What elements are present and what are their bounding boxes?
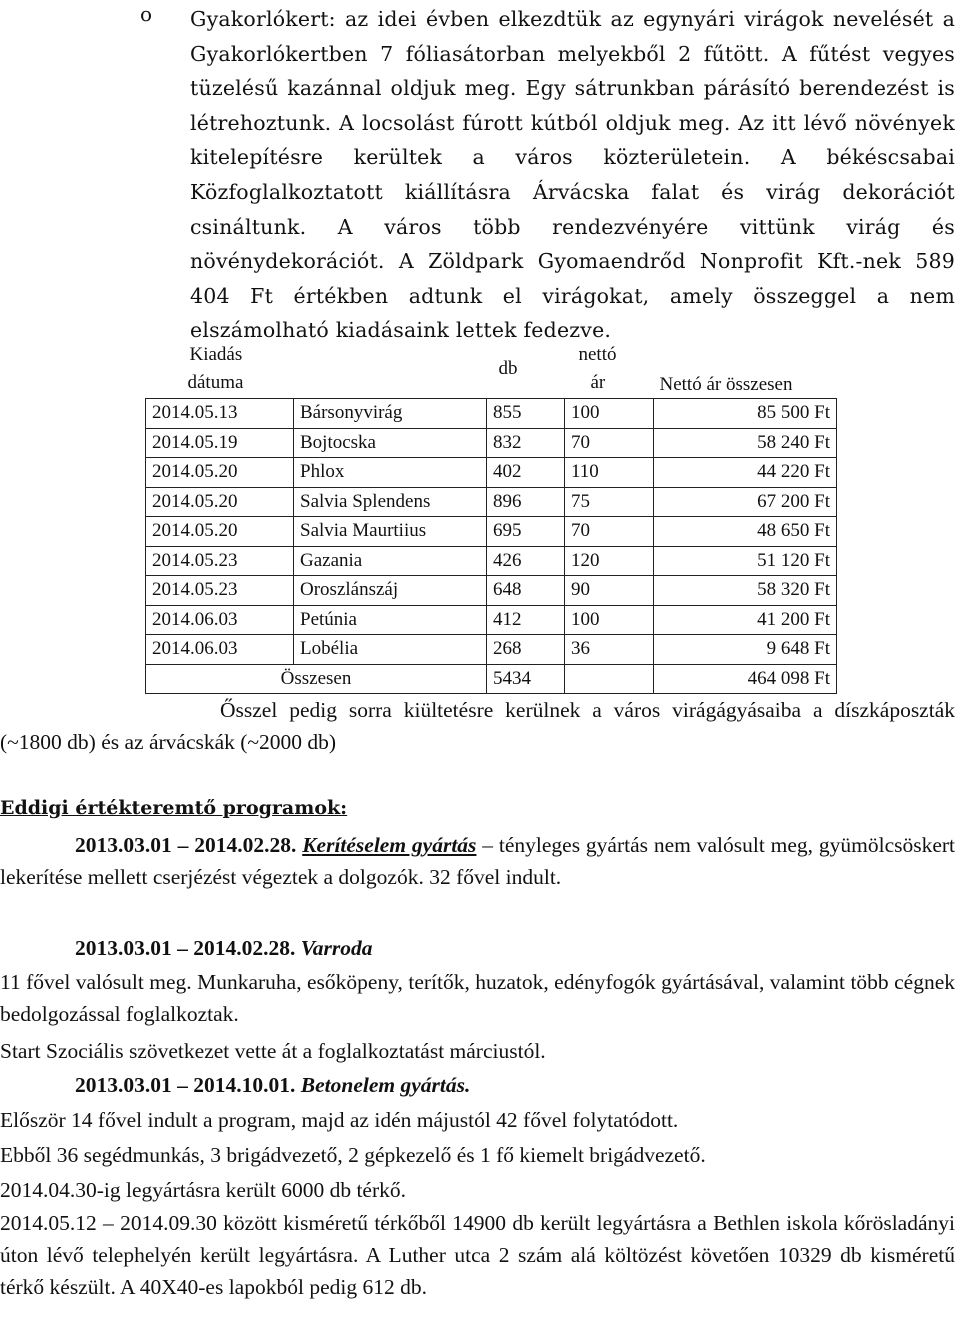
header-date [146, 340, 294, 399]
cell-name: Lobélia [294, 635, 487, 665]
cell-db: 896 [487, 487, 565, 517]
cell-db: 402 [487, 458, 565, 488]
cell-name: Salvia Maurtiius [294, 517, 487, 547]
cell-price: 75 [565, 487, 654, 517]
cell-price: 70 [565, 428, 654, 458]
cell-price: 100 [565, 399, 654, 429]
bullet-paragraph [140, 2, 955, 348]
header-name [294, 340, 487, 399]
table-row [146, 458, 837, 488]
table-row [146, 399, 837, 429]
cell-total: 58 320 Ft [654, 576, 837, 606]
cell-db: 412 [487, 605, 565, 635]
cell-date: 2014.05.20 [146, 517, 294, 547]
cell-db: 695 [487, 517, 565, 547]
cell-total: 48 650 Ft [654, 517, 837, 547]
cell-name: Petúnia [294, 605, 487, 635]
program1-title: Kerítéselem gyártás [302, 833, 477, 857]
cell-price: 36 [565, 635, 654, 665]
cell-total: 85 500 Ft [654, 399, 837, 429]
cell-date: 2014.05.20 [146, 487, 294, 517]
cell-price: 70 [565, 517, 654, 547]
cell-total: 9 648 Ft [654, 635, 837, 665]
cell-db: 426 [487, 546, 565, 576]
table-summary-row [146, 664, 837, 694]
program2-dates: 2013.03.01 – 2014.02.28. [75, 936, 296, 960]
cell-price: 90 [565, 576, 654, 606]
cell-total: 51 120 Ft [654, 546, 837, 576]
table-header-row [146, 340, 837, 399]
cell-name: Bojtocska [294, 428, 487, 458]
program3-line2: Ebből 36 segédmunkás, 3 brigádvezető, 2 gépkezelő és 1 fő kiemelt brigádvezető. [0, 1143, 706, 1167]
table-row [146, 576, 837, 606]
program3-header [0, 1069, 955, 1101]
cell-db: 648 [487, 576, 565, 606]
header-db [487, 340, 565, 399]
table-row [146, 605, 837, 635]
program3-line1: Először 14 fővel indult a program, majd az idén májustól 42 fővel folytatódott. [0, 1108, 679, 1132]
table-row [146, 635, 837, 665]
cell-total: 44 220 Ft [654, 458, 837, 488]
program3-line3: 2014.04.30-ig legyártásra került 6000 db térkő. [0, 1178, 407, 1202]
header-net-line1: nettó [578, 344, 617, 365]
cell-price: 120 [565, 546, 654, 576]
cell-price: 110 [565, 458, 654, 488]
table-row [146, 517, 837, 547]
header-net [565, 340, 654, 399]
header-net-line2: ár [590, 372, 606, 393]
program2-line1: 11 fővel valósult meg. Munkaruha, esőköpeny, terítők, huzatok, edényfogók gyártásával, valamint több cégnek bedolgozással foglalkoztak. [0, 970, 955, 1026]
cell-total: 58 240 Ft [654, 428, 837, 458]
cell-date: 2014.05.20 [146, 458, 294, 488]
table-row [146, 487, 837, 517]
cell-date: 2014.06.03 [146, 605, 294, 635]
header-db-label: db [498, 358, 518, 379]
program2-title: Varroda [300, 936, 373, 960]
program2-header [0, 932, 955, 964]
cell-name: Bársonyvirág [294, 399, 487, 429]
program3-title: Betonelem gyártás. [300, 1073, 471, 1097]
summary-total: 464 098 Ft [654, 664, 837, 694]
cell-name: Gazania [294, 546, 487, 576]
autumn-paragraph: Ősszel pedig sorra kiültetésre kerülnek a város virágágyásaiba a díszkáposzták (~1800 db) és az árvácskák (~2000 db) [0, 698, 955, 754]
table-row [146, 546, 837, 576]
summary-db: 5434 [487, 664, 565, 694]
header-total: Nettó ár összesen [654, 340, 837, 399]
table-row [146, 428, 837, 458]
cell-date: 2014.06.03 [146, 635, 294, 665]
bullet-text: Gyakorlókert: az idei évben elkezdtük az egynyári virágok nevelését a Gyakorlókertben 7 fóliasátorban melyekből 2 fűtött. A fűtést vegyes tüzelésű kazánnal oldjuk meg. Egy sátrunkban párásító berendezést is létrehoztunk. A locsolást fúrott kútból oldjuk meg. Az itt lévő növények kitelepítésre kerültek a város közterületein. A békéscsabai Közfoglalkoztatott kiállításra Árvácska falat és virág dekorációt csináltunk. A város több rendezvényére vittünk virág és növénydekorációt. A Zöldpark Gyomaendrőd Nonprofit Kft.-nek 589 404 Ft értékben adtunk el virágokat, amely összeggel a nem elszámolható kiadásaink lettek fedezve. [190, 7, 955, 343]
cell-price: 100 [565, 605, 654, 635]
cell-name: Phlox [294, 458, 487, 488]
bullet-marker: o [140, 2, 153, 26]
program2-line2: Start Szociális szövetkezet vette át a foglalkoztatást márciustól. [0, 1039, 546, 1063]
cell-date: 2014.05.19 [146, 428, 294, 458]
expense-table [145, 340, 837, 694]
program1-paragraph [0, 829, 955, 893]
program1-dates: 2013.03.01 – 2014.02.28. [75, 833, 297, 857]
summary-blank [565, 664, 654, 694]
programs-heading: Eddigi értékteremtő programok: [0, 797, 348, 819]
cell-date: 2014.05.23 [146, 576, 294, 606]
program1-text: – tényleges gyártás nem valósult meg, gyümölcsöskert lekerítése mellett cserjézést végeztek a dolgozók. 32 fővel indult. [0, 833, 956, 889]
cell-db: 268 [487, 635, 565, 665]
cell-total: 41 200 Ft [654, 605, 837, 635]
cell-total: 67 200 Ft [654, 487, 837, 517]
program3-dates: 2013.03.01 – 2014.10.01. [75, 1073, 296, 1097]
cell-name: Salvia Splendens [294, 487, 487, 517]
header-date-line2: dátuma [187, 372, 244, 393]
program3-line4: 2014.05.12 – 2014.09.30 között kisméretű térkőből 14900 db került legyártásra a Bethlen iskola kőrösladányi úton lévő telephelyén került legyártásra. A Luther utca 2 szám alá költözést követően 10329 db kisméretű térkő készült. A 40X40-es lapokból pedig 612 db. [0, 1211, 955, 1299]
cell-date: 2014.05.13 [146, 399, 294, 429]
cell-db: 855 [487, 399, 565, 429]
summary-label: Összesen [146, 664, 487, 694]
header-date-line1: Kiadás [189, 344, 243, 365]
cell-db: 832 [487, 428, 565, 458]
cell-date: 2014.05.23 [146, 546, 294, 576]
cell-name: Oroszlánszáj [294, 576, 487, 606]
